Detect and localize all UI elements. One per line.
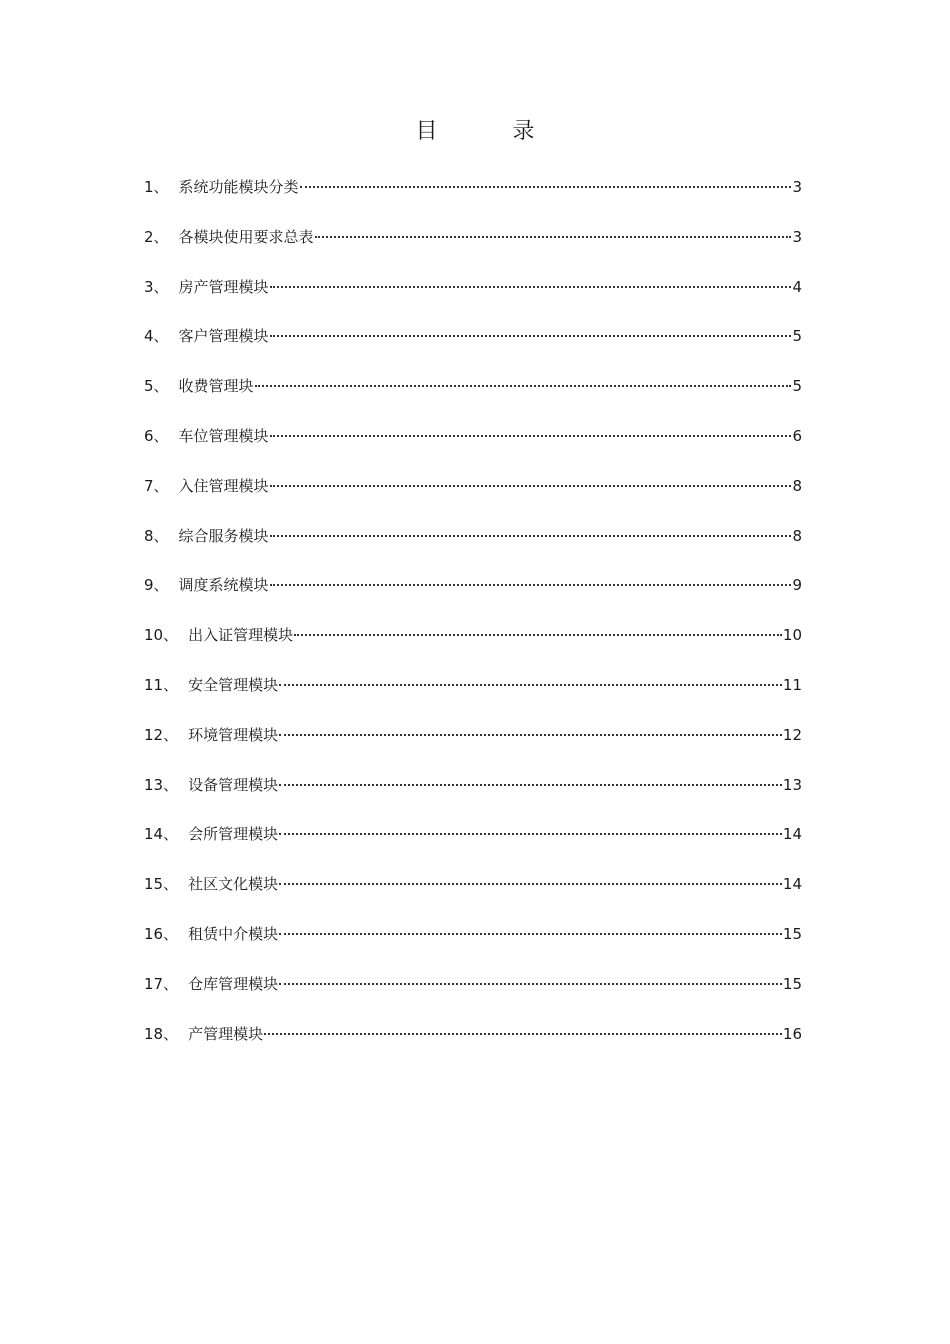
toc-entry-page: 16 bbox=[782, 1024, 802, 1043]
toc-entry[interactable] bbox=[144, 373, 802, 423]
toc-entry-page: 6 bbox=[792, 426, 802, 445]
toc-dot-leader bbox=[279, 684, 782, 686]
toc-dot-leader bbox=[279, 734, 782, 736]
toc-entry-title: 收费管理块 bbox=[178, 377, 254, 396]
toc-dot-leader bbox=[270, 335, 792, 337]
toc-entry-page: 14 bbox=[782, 875, 802, 894]
toc-entry-title: 房产管理模块 bbox=[178, 277, 269, 296]
toc-dot-leader bbox=[294, 634, 782, 636]
toc-entry-title: 社区文化模块 bbox=[188, 875, 279, 894]
toc-entry[interactable] bbox=[144, 871, 802, 921]
toc-dot-leader bbox=[270, 485, 792, 487]
toc-entry-page: 9 bbox=[792, 576, 802, 595]
toc-dot-leader bbox=[264, 1033, 782, 1035]
toc-entry-page: 5 bbox=[792, 327, 802, 346]
toc-entry-number: 18、 bbox=[144, 1024, 179, 1043]
toc-entry-page: 15 bbox=[782, 974, 802, 993]
toc-entry-title: 产管理模块 bbox=[188, 1024, 264, 1043]
toc-dot-leader bbox=[315, 236, 792, 238]
toc-entry-title: 系统功能模块分类 bbox=[178, 178, 299, 196]
toc-entry-title: 租赁中介模块 bbox=[188, 924, 279, 943]
toc-entry[interactable] bbox=[144, 274, 802, 324]
toc-entry-number: 1、 bbox=[144, 178, 169, 196]
toc-entry-number: 8、 bbox=[144, 526, 169, 545]
toc-entry[interactable] bbox=[144, 1021, 802, 1071]
toc-entry-number: 15、 bbox=[144, 875, 179, 894]
toc-entry-title: 环境管理模块 bbox=[188, 725, 279, 744]
toc-entry-number: 9、 bbox=[144, 576, 169, 595]
toc-entry-title: 安全管理模块 bbox=[188, 675, 279, 694]
toc-entry-number: 7、 bbox=[144, 476, 169, 495]
toc-entry-title: 入住管理模块 bbox=[178, 476, 269, 495]
toc-dot-leader bbox=[255, 385, 792, 387]
toc-entry-title: 客户管理模块 bbox=[178, 327, 269, 346]
toc-entry-page: 11 bbox=[782, 675, 802, 694]
toc-entry[interactable] bbox=[144, 323, 802, 373]
toc-entry-page: 4 bbox=[792, 277, 802, 296]
toc-entry[interactable] bbox=[144, 473, 802, 523]
toc-entry-number: 2、 bbox=[144, 227, 169, 246]
toc-dot-leader bbox=[279, 983, 782, 985]
toc-entry-number: 6、 bbox=[144, 426, 169, 445]
toc-entry[interactable] bbox=[144, 572, 802, 622]
toc-entry[interactable] bbox=[144, 224, 802, 274]
toc-entry[interactable] bbox=[144, 722, 802, 772]
toc-entry-title: 设备管理模块 bbox=[188, 775, 279, 794]
toc-entry-page: 14 bbox=[782, 825, 802, 844]
toc-dot-leader bbox=[270, 435, 792, 437]
toc-entry-title: 综合服务模块 bbox=[178, 526, 269, 545]
toc-entry-page: 8 bbox=[792, 526, 802, 545]
toc-entry-number: 12、 bbox=[144, 725, 179, 744]
toc-entry-number: 3、 bbox=[144, 277, 169, 296]
toc-dot-leader bbox=[279, 883, 782, 885]
toc-entry[interactable] bbox=[144, 523, 802, 573]
toc-dot-leader bbox=[270, 584, 792, 586]
toc-list bbox=[144, 174, 802, 1070]
toc-entry-page: 13 bbox=[782, 775, 802, 794]
toc-entry[interactable] bbox=[144, 174, 802, 224]
toc-dot-leader bbox=[279, 933, 782, 935]
toc-dot-leader bbox=[279, 784, 782, 786]
toc-entry-title: 调度系统模块 bbox=[178, 576, 269, 595]
toc-dot-leader bbox=[279, 833, 782, 835]
toc-entry-page: 3 bbox=[792, 178, 802, 196]
toc-entry-number: 10、 bbox=[144, 626, 179, 645]
toc-entry-number: 11、 bbox=[144, 675, 179, 694]
toc-entry-page: 15 bbox=[782, 924, 802, 943]
toc-entry[interactable] bbox=[144, 423, 802, 473]
toc-entry-number: 14、 bbox=[144, 825, 179, 844]
toc-entry-title: 车位管理模块 bbox=[178, 426, 269, 445]
toc-entry-page: 5 bbox=[792, 377, 802, 396]
toc-entry-title: 会所管理模块 bbox=[188, 825, 279, 844]
toc-entry-number: 17、 bbox=[144, 974, 179, 993]
toc-entry[interactable] bbox=[144, 672, 802, 722]
toc-entry-number: 5、 bbox=[144, 377, 169, 396]
toc-entry-number: 13、 bbox=[144, 775, 179, 794]
toc-dot-leader bbox=[300, 186, 792, 188]
toc-dot-leader bbox=[270, 535, 792, 537]
toc-entry[interactable] bbox=[144, 772, 802, 822]
toc-dot-leader bbox=[270, 286, 792, 288]
toc-entry[interactable] bbox=[144, 622, 802, 672]
toc-entry-title: 出入证管理模块 bbox=[188, 626, 294, 645]
toc-entry[interactable] bbox=[144, 971, 802, 1021]
toc-entry-number: 16、 bbox=[144, 924, 179, 943]
toc-entry-page: 3 bbox=[792, 227, 802, 246]
toc-entry-title: 仓库管理模块 bbox=[188, 974, 279, 993]
toc-entry[interactable] bbox=[144, 921, 802, 971]
toc-title: 目 录 bbox=[415, 119, 569, 144]
toc-entry-page: 12 bbox=[782, 725, 802, 744]
toc-entry-page: 10 bbox=[782, 626, 802, 645]
toc-entry-number: 4、 bbox=[144, 327, 169, 346]
toc-entry-page: 8 bbox=[792, 476, 802, 495]
toc-entry-title: 各模块使用要求总表 bbox=[178, 227, 314, 246]
toc-entry[interactable] bbox=[144, 821, 802, 871]
